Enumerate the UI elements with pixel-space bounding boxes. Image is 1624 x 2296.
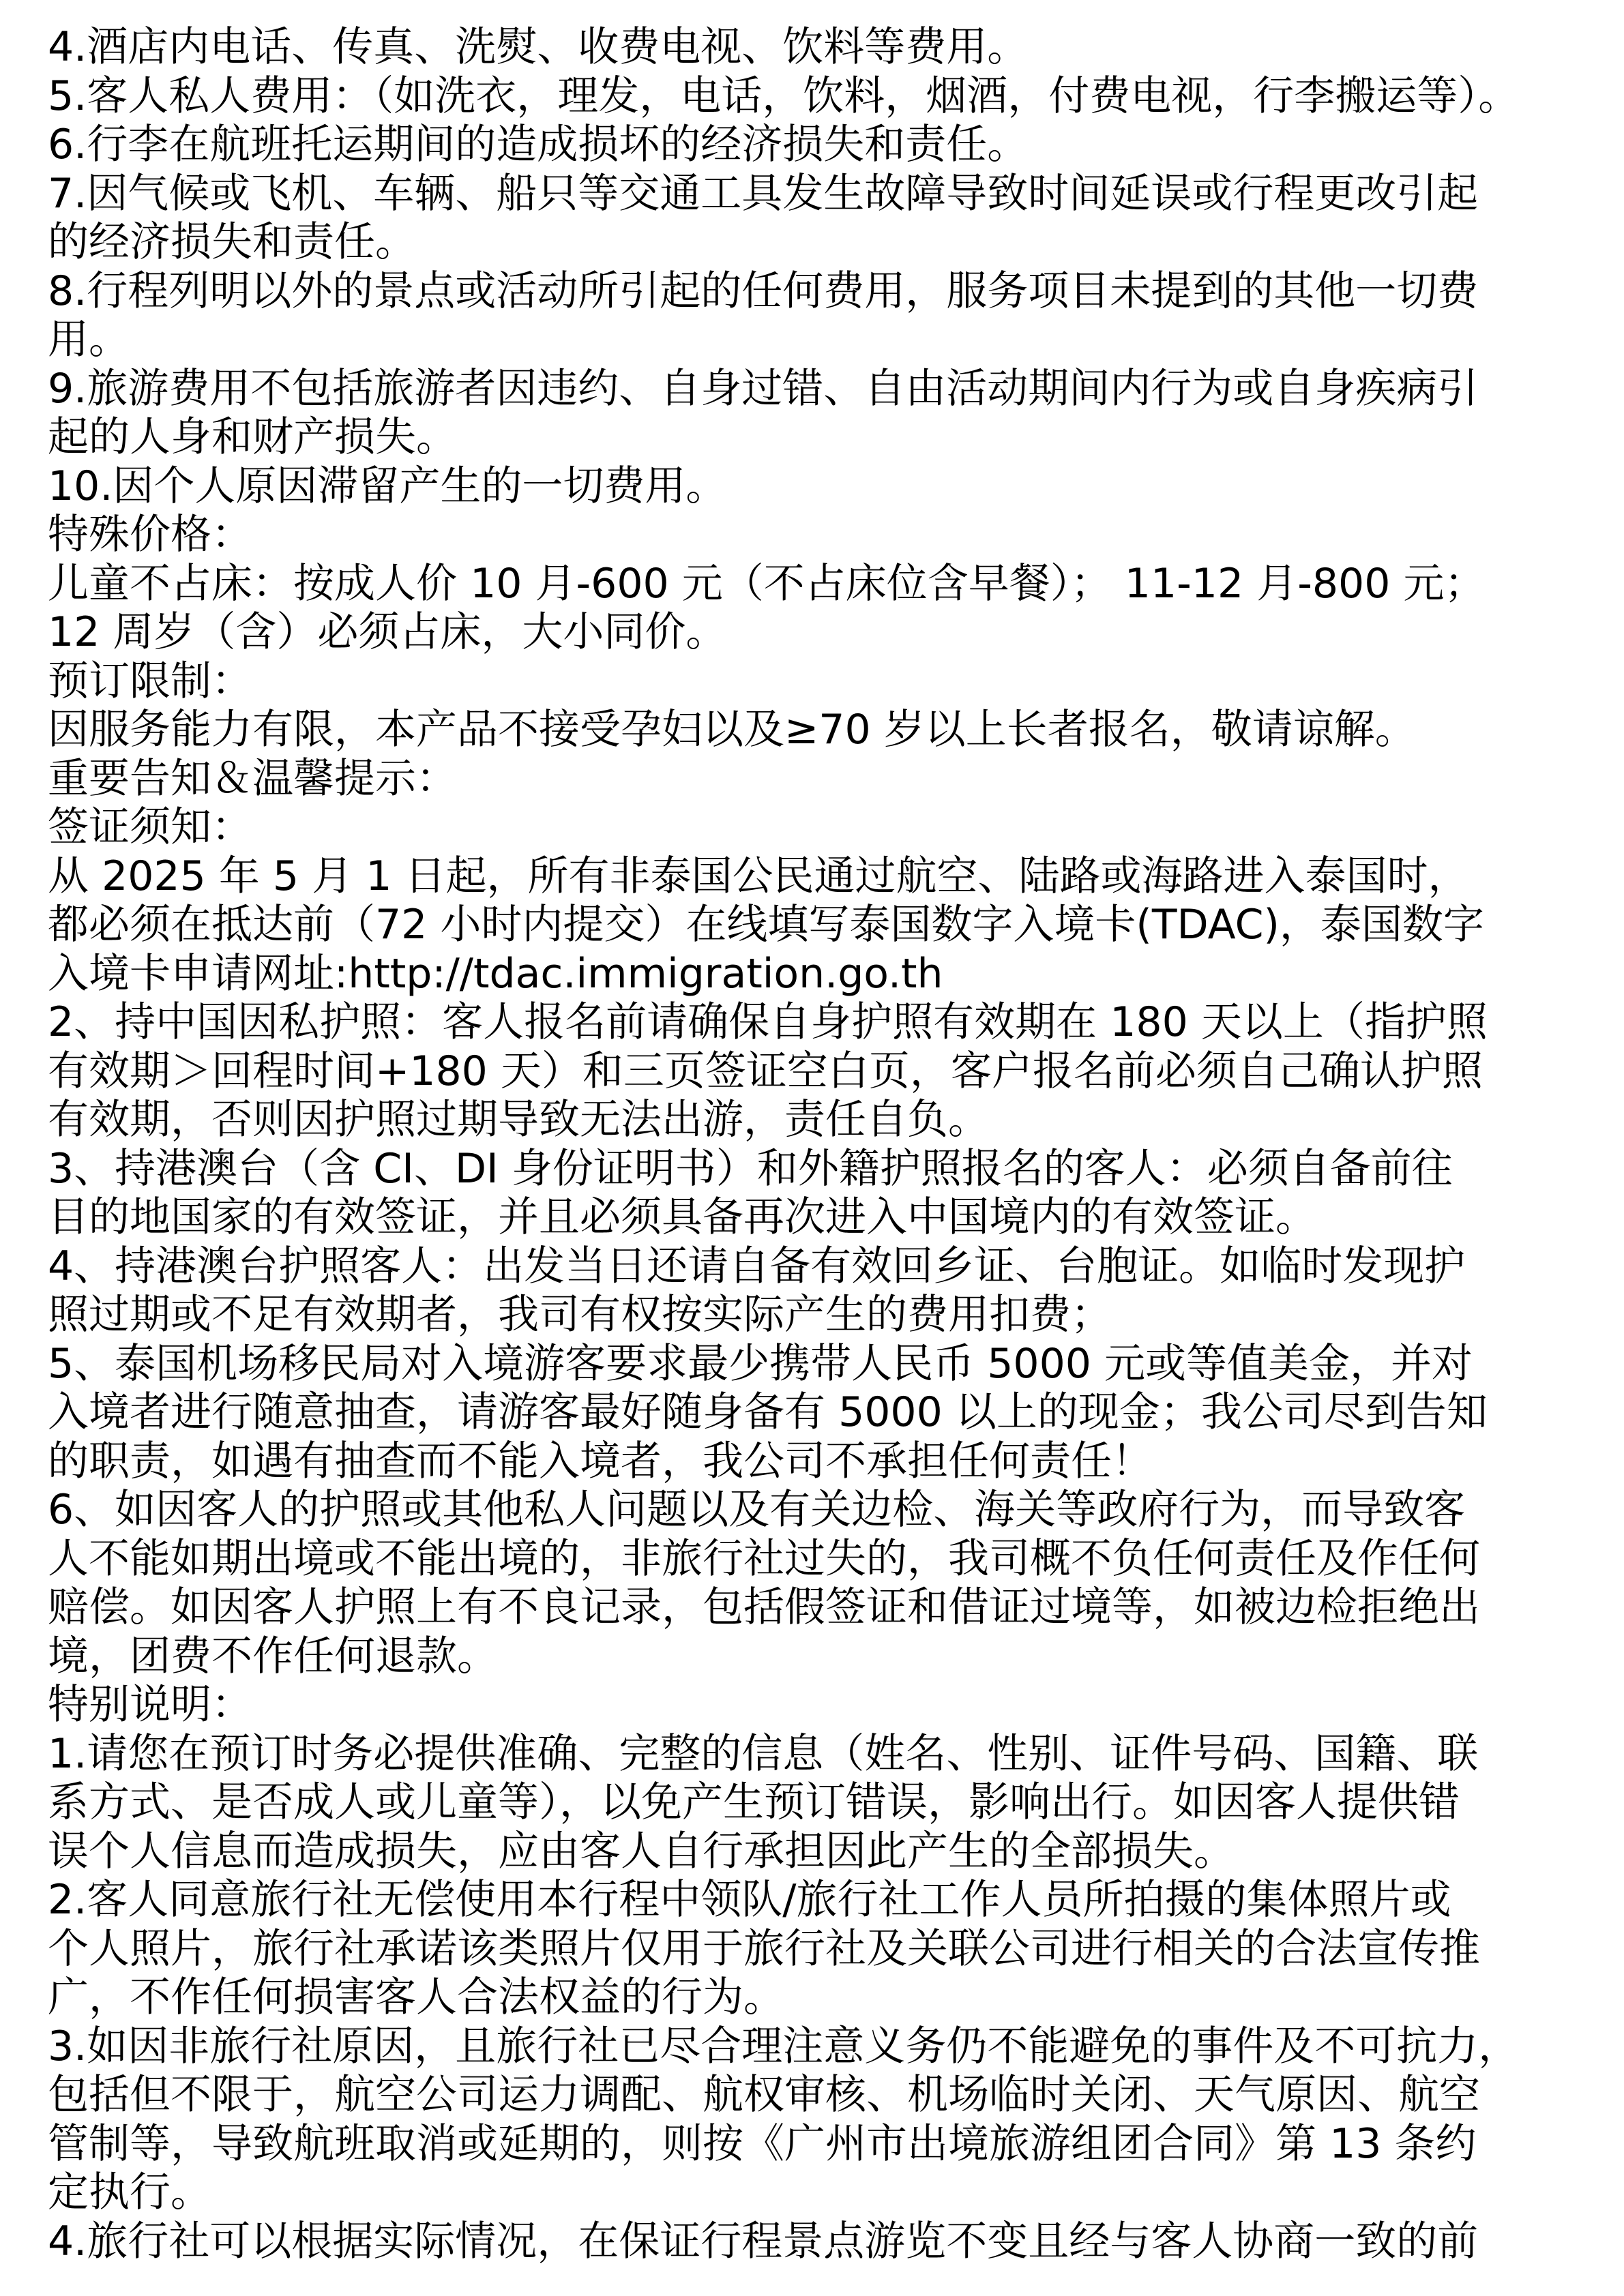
text-line: 5.客人私人费用：（如洗衣，理发，电话，饮料，烟酒，付费电视，行李搬运等）。 xyxy=(48,72,1520,120)
text-line: 的经济损失和责任。 xyxy=(48,218,416,266)
text-line: 2.客人同意旅行社无偿使用本行程中领队/旅行社工作人员所拍摄的集体照片或 xyxy=(48,1876,1451,1924)
text-line: 4.旅行社可以根据实际情况，在保证行程景点游览不变且经与客人协商一致的前 xyxy=(48,2217,1479,2265)
text-line: 3、持港澳台（含 CI、DI 身份证明书）和外籍护照报名的客人：必须自备前往 xyxy=(48,1144,1453,1193)
text-line: 从 2025 年 5 月 1 日起，所有非泰国公民通过航空、陆路或海路进入泰国时， xyxy=(48,852,1469,900)
section-heading: 预订限制： xyxy=(48,657,252,705)
text-line: 起的人身和财产损失。 xyxy=(48,413,457,461)
text-line: 6.行李在航班托运期间的造成损坏的经济损失和责任。 xyxy=(48,121,1029,168)
text-line: 都必须在抵达前（72 小时内提交）在线填写泰国数字入境卡(TDAC)，泰国数字 xyxy=(48,901,1484,949)
text-line: 目的地国家的有效签证，并且必须具备再次进入中国境内的有效签证。 xyxy=(48,1193,1316,1241)
text-line: 3.如因非旅行社原因，且旅行社已尽合理注意义务仍不能避免的事件及不可抗力， xyxy=(48,2022,1520,2070)
section-heading: 重要告知＆温馨提示： xyxy=(48,754,457,803)
text-line: 7.因气候或飞机、车辆、船只等交通工具发生故障导致时间延误或行程更改引起 xyxy=(48,169,1479,218)
text-line: 2、持中国因私护照：客人报名前请确保自身护照有效期在 180 天以上（指护照 xyxy=(48,998,1488,1046)
text-line: 10.因个人原因滞留产生的一切费用。 xyxy=(48,462,727,510)
text-line: 因服务能力有限，本产品不接受孕妇以及≥70 岁以上长者报名，敬请谅解。 xyxy=(48,706,1416,754)
text-line: 照过期或不足有效期者，我司有权按实际产生的费用扣费； xyxy=(48,1291,1112,1339)
text-line: 有效期，否则因护照过期导致无法出游，责任自负。 xyxy=(48,1096,989,1144)
text-line: 误个人信息而造成损失，应由客人自行承担因此产生的全部损失。 xyxy=(48,1827,1235,1875)
text-line: 9.旅游费用不包括旅游者因违约、自身过错、自由活动期间内行为或自身疾病引 xyxy=(48,364,1479,413)
text-line: 入境者进行随意抽查，请游客最好随身备有 5000 以上的现金；我公司尽到告知 xyxy=(48,1388,1488,1436)
section-heading: 签证须知： xyxy=(48,803,252,851)
text-line: 4.酒店内电话、传真、洗熨、收费电视、饮料等费用。 xyxy=(48,23,1029,71)
text-line: 6、如因客人的护照或其他私人问题以及有关边检、海关等政府行为，而导致客 xyxy=(48,1486,1466,1534)
text-line: 赔偿。如因客人护照上有不良记录，包括假签证和借证过境等，如被边检拒绝出 xyxy=(48,1583,1480,1631)
text-line: 境，团费不作任何退款。 xyxy=(48,1632,498,1680)
text-line: 人不能如期出境或不能出境的，非旅行社过失的，我司概不负任何责任及作任何 xyxy=(48,1534,1480,1583)
text-line: 入境卡申请网址:http://tdac.immigration.go.th xyxy=(48,949,943,998)
text-line: 5、泰国机场移民局对入境游客要求最少携带人民币 5000 元或等值美金，并对 xyxy=(48,1339,1473,1388)
text-line: 个人照片，旅行社承诺该类照片仅用于旅行社及关联公司进行相关的合法宣传推 xyxy=(48,1924,1480,1973)
section-heading: 特别说明： xyxy=(48,1681,252,1729)
text-line: 12 周岁（含）必须占床，大小同价。 xyxy=(48,608,727,656)
text-line: 的职责，如遇有抽查而不能入境者，我公司不承担任何责任！ xyxy=(48,1437,1153,1485)
text-line: 管制等，导致航班取消或延期的，则按《广州市出境旅游组团合同》第 13 条约 xyxy=(48,2119,1477,2168)
text-line: 定执行。 xyxy=(48,2168,211,2216)
text-line: 4、持港澳台护照客人：出发当日还请自备有效回乡证、台胞证。如临时发现护 xyxy=(48,1242,1466,1290)
text-line: 用。 xyxy=(48,316,130,363)
text-line: 8.行程列明以外的景点或活动所引起的任何费用，服务项目未提到的其他一切费 xyxy=(48,267,1479,315)
text-line: 1.请您在预订时务必提供准确、完整的信息（姓名、性别、证件号码、国籍、联 xyxy=(48,1729,1479,1778)
text-line: 有效期＞回程时间+180 天）和三页签证空白页，客户报名前必须自己确认护照 xyxy=(48,1047,1483,1095)
text-line: 包括但不限于，航空公司运力调配、航权审核、机场临时关闭、天气原因、航空 xyxy=(48,2071,1480,2119)
text-line: 广，不作任何损害客人合法权益的行为。 xyxy=(48,1973,784,2021)
text-line: 系方式、是否成人或儿童等），以免产生预订错误，影响出行。如因客人提供错 xyxy=(48,1778,1460,1826)
text-line: 儿童不占床：按成人价 10 月-600 元（不占床位含早餐）； 11-12 月-800 元； xyxy=(48,559,1486,608)
document-page xyxy=(48,23,1589,2266)
section-heading: 特殊价格： xyxy=(48,511,252,558)
